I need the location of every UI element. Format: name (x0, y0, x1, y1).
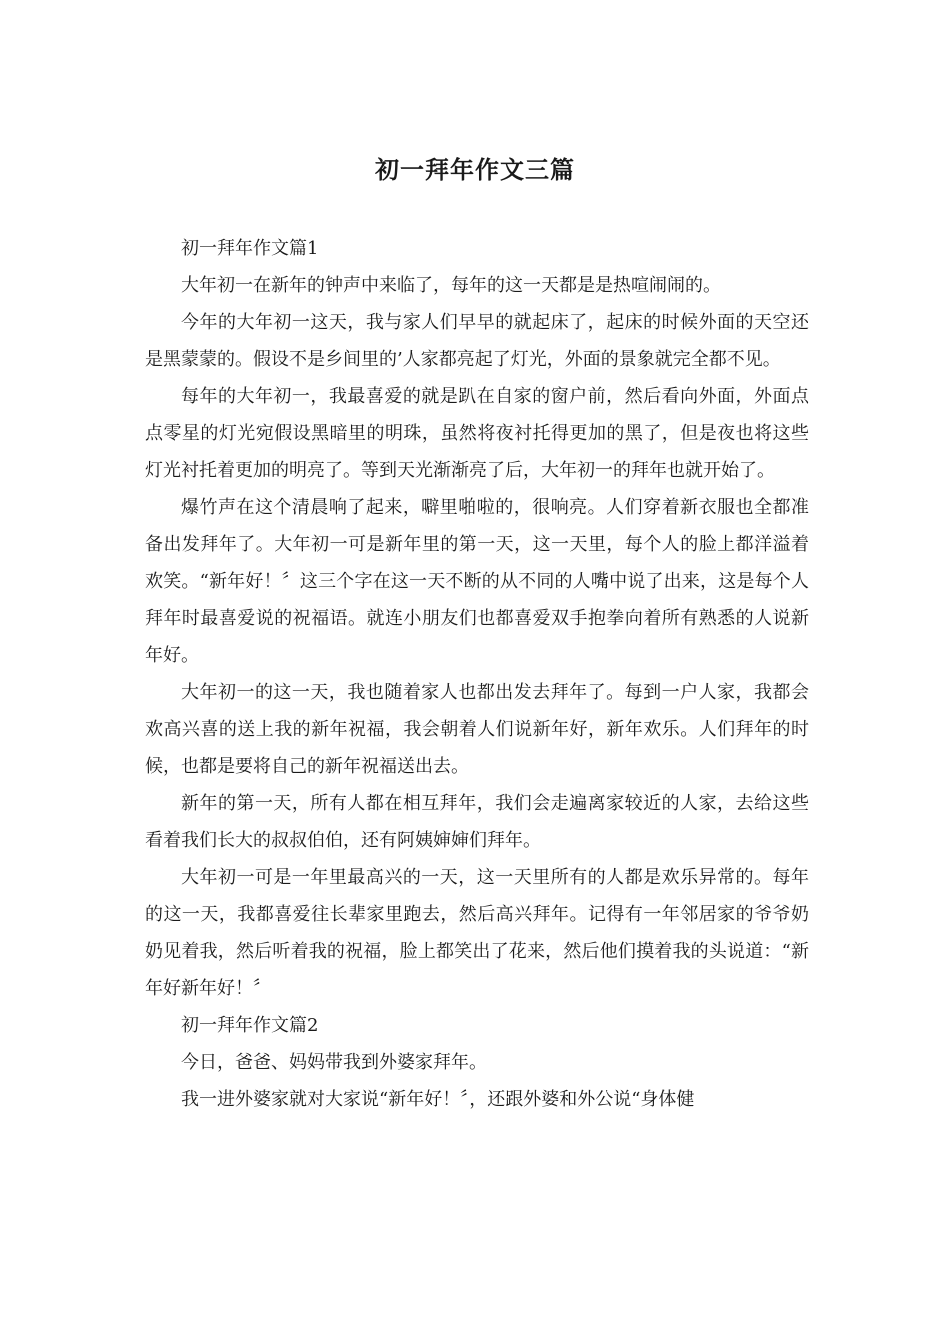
document-body (145, 230, 809, 1118)
paragraph: 大年初一可是一年里最高兴的一天，这一天里所有的人都是欢乐异常的。每年的这一天，我都喜爱往长辈家里跑去，然后高兴拜年。记得有一年邻居家的爷爷奶奶见着我，然后听着我的祝福，脸上都笑出了花来，然后他们摸着我的头说道：“新年好新年好！〞 (145, 867, 809, 999)
paragraph: 每年的大年初一，我最喜爱的就是趴在自家的窗户前，然后看向外面，外面点点零星的灯光宛假设黑暗里的明珠，虽然将夜衬托得更加的黑了，但是夜也将这些灯光衬托着更加的明亮了。等到天光渐渐亮了后，大年初一的拜年也就开始了。 (145, 386, 809, 481)
paragraph: 爆竹声在这个清晨响了起来，噼里啪啦的，很响亮。人们穿着新衣服也全都准备出发拜年了。大年初一可是新年里的第一天，这一天里，每个人的脸上都洋溢着欢笑。“新年好！〞这三个字在这一天不断的从不同的人嘴中说了出来，这是每个人拜年时最喜爱说的祝福语。就连小朋友们也都喜爱双手抱拳向着所有熟悉的人说新年好。 (145, 497, 809, 666)
paragraph: 我一进外婆家就对大家说“新年好！〞，还跟外婆和外公说“身体健 (181, 1089, 695, 1110)
paragraph: 今年的大年初一这天，我与家人们早早的就起床了，起床的时候外面的天空还是黑蒙蒙的。假设不是乡间里的’人家都亮起了灯光，外面的景象就完全都不见。 (145, 312, 809, 370)
document-title: 初一拜年作文三篇 (375, 156, 575, 184)
paragraph: 新年的第一天，所有人都在相互拜年，我们会走遍离家较近的人家，去给这些看着我们长大的叔叔伯伯，还有阿姨婶婶们拜年。 (145, 793, 809, 851)
paragraph: 大年初一在新年的钟声中来临了，每年的这一天都是是热喧闹闹的。 (181, 275, 721, 296)
section-heading-1: 初一拜年作文篇1 (181, 238, 319, 259)
paragraph: 今日，爸爸、妈妈带我到外婆家拜年。 (181, 1052, 487, 1073)
paragraph: 大年初一的这一天，我也随着家人也都出发去拜年了。每到一户人家，我都会欢高兴喜的送上我的新年祝福，我会朝着人们说新年好，新年欢乐。人们拜年的时候，也都是要将自己的新年祝福送出去。 (145, 682, 809, 777)
section-heading-2: 初一拜年作文篇2 (181, 1015, 319, 1036)
